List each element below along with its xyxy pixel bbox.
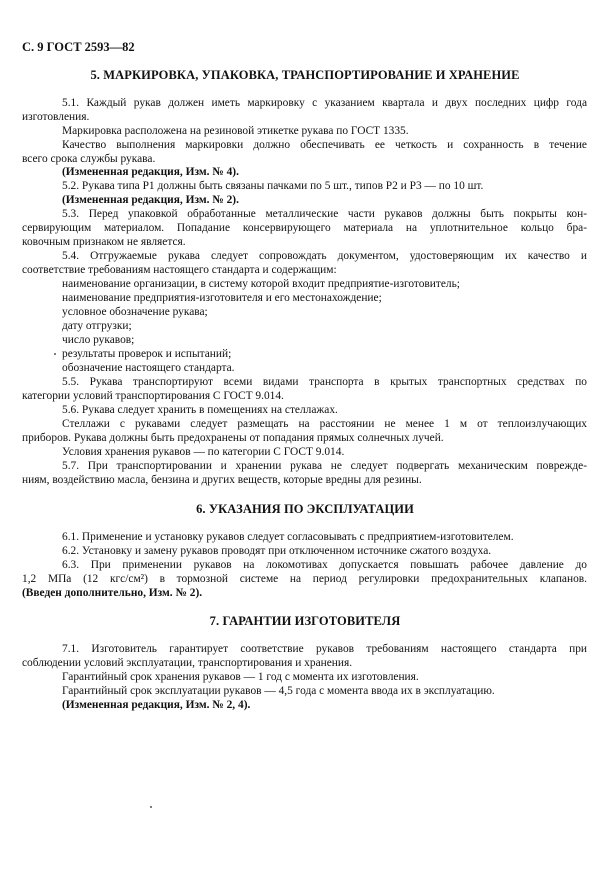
list-item: наименование организации, в систему которой входит предприятие-изготовитель; bbox=[62, 278, 460, 290]
text-line: сервирующим материалом. Попадание консервирующего материала на уплотнительное кольцо бра- bbox=[22, 222, 587, 234]
list-item: наименование предприятия-изготовителя и его местонахождение; bbox=[62, 292, 382, 304]
scan-speck bbox=[54, 353, 56, 355]
text-line: 5.5. Рукава транспортируют всеми видами транспорта в крытых транспортных средствах по bbox=[62, 376, 587, 388]
text-line: изготовления. bbox=[22, 111, 90, 123]
text-line: 6.1. Применение и установку рукавов следует согласовывать с предприятием-изготовителем. bbox=[62, 531, 514, 543]
list-item: результаты проверок и испытаний; bbox=[62, 348, 232, 360]
section-6-title: 6. УКАЗАНИЯ ПО ЭКСПЛУАТАЦИИ bbox=[196, 502, 414, 516]
page-header: С. 9 ГОСТ 2593—82 bbox=[22, 40, 135, 54]
text-line: Гарантийный срок хранения рукавов — 1 год с момента их изготовления. bbox=[62, 671, 419, 683]
list-item: число рукавов; bbox=[62, 334, 135, 346]
text-line: Маркировка расположена на резиновой этикетке рукава по ГОСТ 1335. bbox=[62, 125, 409, 137]
text-line: 5.4. Отгружаемые рукава следует сопровождать документом, удостоверяющим их качество и bbox=[62, 250, 587, 262]
text-line: Условия хранения рукавов — по категории С ГОСТ 9.014. bbox=[62, 446, 345, 458]
text-line: 6.3. При применении рукавов на локомотивах допускается повышать рабочее давление до bbox=[62, 559, 587, 571]
text-line: Качество выполнения маркировки должно обеспечивать ее четкость и сохранность в течение bbox=[62, 139, 587, 151]
text-line: ниям, воздействию масла, бензина и других веществ, которые вредны для резины. bbox=[22, 474, 422, 486]
text-line: 5.3. Перед упаковкой обработанные металлические части рукавов должны быть покрыты кон- bbox=[62, 208, 587, 220]
text-line: 7.1. Изготовитель гарантирует соответствие рукавов требованиям настоящего стандарта при bbox=[62, 643, 587, 655]
amendment-note: (Введен дополнительно, Изм. № 2). bbox=[22, 587, 203, 599]
list-item: условное обозначение рукава; bbox=[62, 306, 208, 318]
text-line: 1,2 МПа (12 кгс/см²) в тормозной системе на период регулировки предохранительных клапанов. bbox=[22, 573, 587, 585]
text-line: Гарантийный срок эксплуатации рукавов — 4,5 года с момента ввода их в эксплуатацию. bbox=[62, 685, 495, 697]
text-line: приборов. Рукава должны быть предохранены от попадания прямых солнечных лучей. bbox=[22, 432, 444, 444]
text-line: 6.2. Установку и замену рукавов проводят при отключенном источнике сжатого воздуха. bbox=[62, 545, 492, 557]
amendment-note: (Измененная редакция, Изм. № 4). bbox=[62, 166, 239, 178]
text-line: Стеллажи с рукавами следует размещать на расстоянии не менее 1 м от теплоизлучающих bbox=[62, 418, 587, 430]
text-line: соблюдении условий эксплуатации, транспортирования и хранения. bbox=[22, 657, 353, 669]
text-line: 5.6. Рукава следует хранить в помещениях на стеллажах. bbox=[62, 404, 338, 416]
text-line: 5.7. При транспортировании и хранении рукава не следует подвергать механическим поврежде- bbox=[62, 460, 587, 472]
scan-speck bbox=[150, 806, 152, 808]
text-line: соответствие требованиям настоящего стандарта и содержащим: bbox=[22, 264, 337, 276]
text-line: 5.2. Рукава типа Р1 должны быть связаны пачками по 5 шт., типов Р2 и Р3 — по 10 шт. bbox=[62, 180, 484, 192]
section-7-title: 7. ГАРАНТИИ ИЗГОТОВИТЕЛЯ bbox=[209, 614, 401, 628]
amendment-note: (Измененная редакция, Изм. № 2, 4). bbox=[62, 699, 251, 711]
text-line: ковочным признаком не является. bbox=[22, 236, 186, 248]
list-item: дату отгрузки; bbox=[62, 320, 132, 332]
amendment-note: (Измененная редакция, Изм. № 2). bbox=[62, 194, 239, 206]
text-line: всего срока службы рукава. bbox=[22, 153, 156, 165]
text-line: категории условий транспортирования С ГОСТ 9.014. bbox=[22, 390, 284, 402]
text-line: 5.1. Каждый рукав должен иметь маркировку с указанием квартала и двух последних цифр года bbox=[62, 97, 587, 109]
section-5-title: 5. МАРКИРОВКА, УПАКОВКА, ТРАНСПОРТИРОВАНИЕ И ХРАНЕНИЕ bbox=[90, 68, 520, 82]
list-item: обозначение настоящего стандарта. bbox=[62, 362, 235, 374]
